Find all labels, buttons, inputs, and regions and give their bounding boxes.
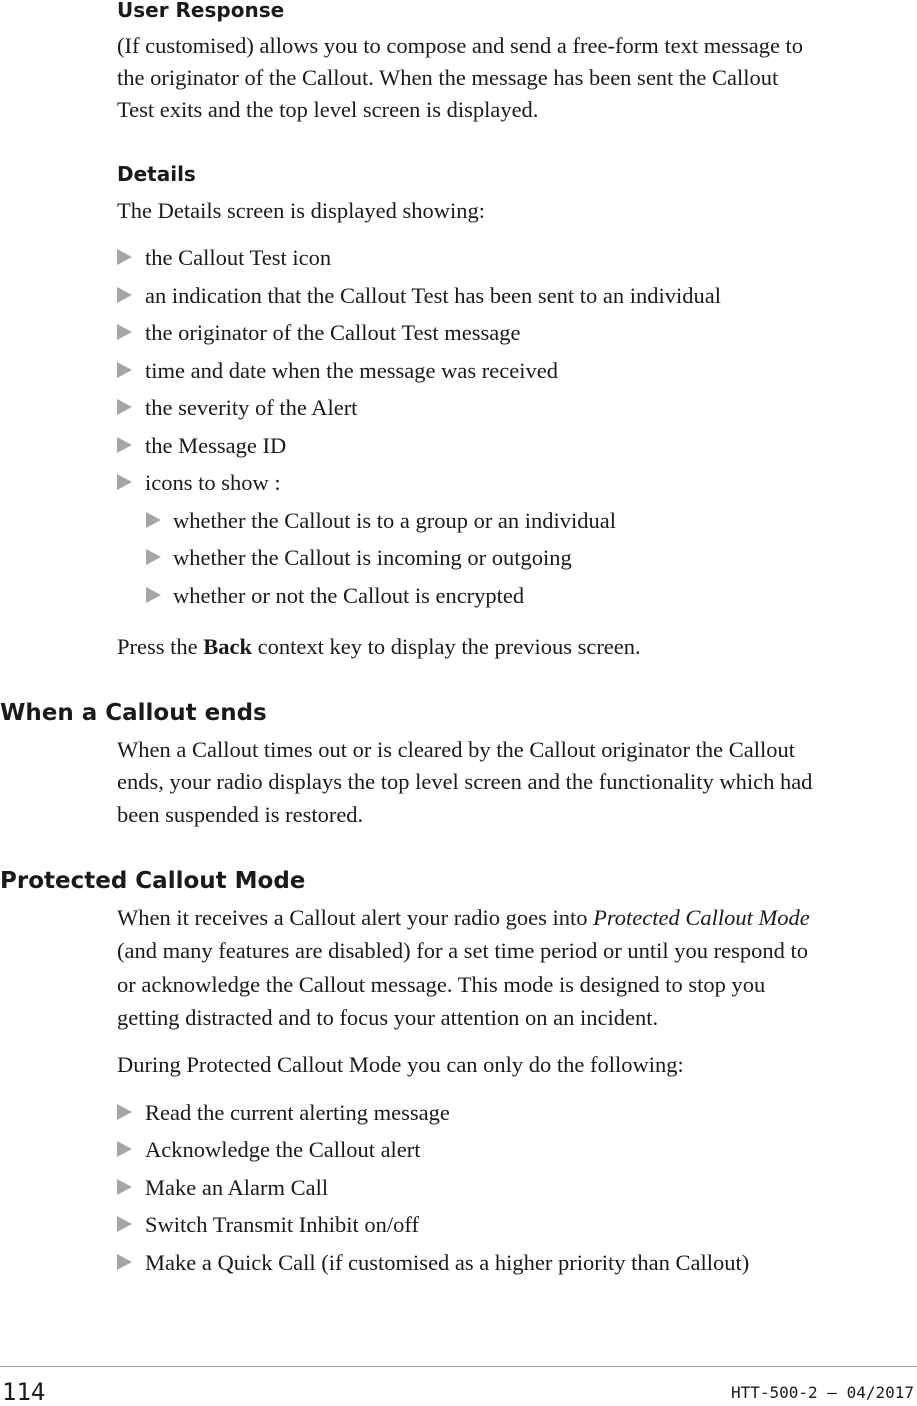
details-intro: The Details screen is displayed showing: — [117, 198, 486, 223]
list-item: an indication that the Callout Test has been sent to an individual — [145, 283, 722, 308]
section-heading-protected-callout-mode: Protected Callout Mode — [0, 868, 306, 894]
back-key-instruction — [117, 630, 641, 663]
document-reference: HTT-500-2 – 04/2017 — [730, 1383, 914, 1402]
bullet-triangle-icon — [146, 512, 161, 528]
list-item: icons to show : — [145, 470, 281, 495]
footer-divider — [0, 1366, 917, 1367]
bullet-triangle-icon — [117, 1104, 132, 1120]
list-item: the Callout Test icon — [145, 245, 332, 270]
paragraph-line: the originator of the Callout. When the message has been sent the Callout — [117, 65, 779, 90]
paragraph-line: Test exits and the top level screen is displayed. — [117, 97, 539, 122]
paragraph-text: When it receives a Callout alert your radio goes into — [117, 905, 594, 930]
bullet-triangle-icon — [146, 549, 161, 565]
section-heading-details: Details — [117, 162, 196, 186]
paragraph-line: When a Callout times out or is cleared by the Callout originator the Callout — [117, 737, 795, 762]
list-item: Read the current alerting message — [145, 1100, 450, 1125]
paragraph-line: getting distracted and to focus your attention on an incident. — [117, 1005, 659, 1030]
paragraph-line: (If customised) allows you to compose and send a free-form text message to — [117, 33, 804, 58]
instruction-text: context key to display the previous screen. — [252, 634, 641, 659]
protected-intro: During Protected Callout Mode you can only do the following: — [117, 1052, 684, 1077]
sub-list-item: whether or not the Callout is encrypted — [173, 583, 525, 608]
bullet-triangle-icon — [117, 437, 132, 453]
paragraph-line: been suspended is restored. — [117, 802, 364, 827]
paragraph-line: or acknowledge the Callout message. This mode is designed to stop you — [117, 972, 766, 997]
list-item: the severity of the Alert — [145, 395, 358, 420]
bullet-triangle-icon — [117, 1254, 132, 1270]
list-item: the originator of the Callout Test message — [145, 320, 521, 345]
list-item: Make an Alarm Call — [145, 1175, 329, 1200]
bullet-triangle-icon — [117, 1179, 132, 1195]
paragraph-line: ends, your radio displays the top level screen and the functionality which had — [117, 769, 813, 794]
bullet-triangle-icon — [117, 249, 132, 265]
sub-list-item: whether the Callout is to a group or an individual — [173, 508, 617, 533]
list-item: time and date when the message was received — [145, 358, 558, 383]
page-number: 114 — [2, 1378, 46, 1406]
bullet-triangle-icon — [117, 1216, 132, 1232]
instruction-text: Press the — [117, 634, 204, 659]
list-item: the Message ID — [145, 433, 287, 458]
back-key-label: Back — [203, 634, 253, 659]
sub-list-item: whether the Callout is incoming or outgoing — [173, 545, 572, 570]
paragraph-line: (and many features are disabled) for a set time period or until you respond to — [117, 938, 809, 963]
section-heading-callout-ends: When a Callout ends — [0, 700, 267, 726]
bullet-triangle-icon — [117, 399, 132, 415]
list-item: Acknowledge the Callout alert — [145, 1137, 421, 1162]
section-heading-user-response: User Response — [117, 0, 285, 22]
bullet-triangle-icon — [117, 362, 132, 378]
list-item: Make a Quick Call (if customised as a higher priority than Callout) — [145, 1250, 750, 1275]
bullet-triangle-icon — [146, 587, 161, 603]
bullet-triangle-icon — [117, 1141, 132, 1157]
list-item: Switch Transmit Inhibit on/off — [145, 1212, 419, 1237]
bullet-triangle-icon — [117, 287, 132, 303]
paragraph-line — [117, 901, 810, 934]
bullet-triangle-icon — [117, 474, 132, 490]
mode-name: Protected Callout Mode — [593, 905, 810, 930]
bullet-triangle-icon — [117, 324, 132, 340]
